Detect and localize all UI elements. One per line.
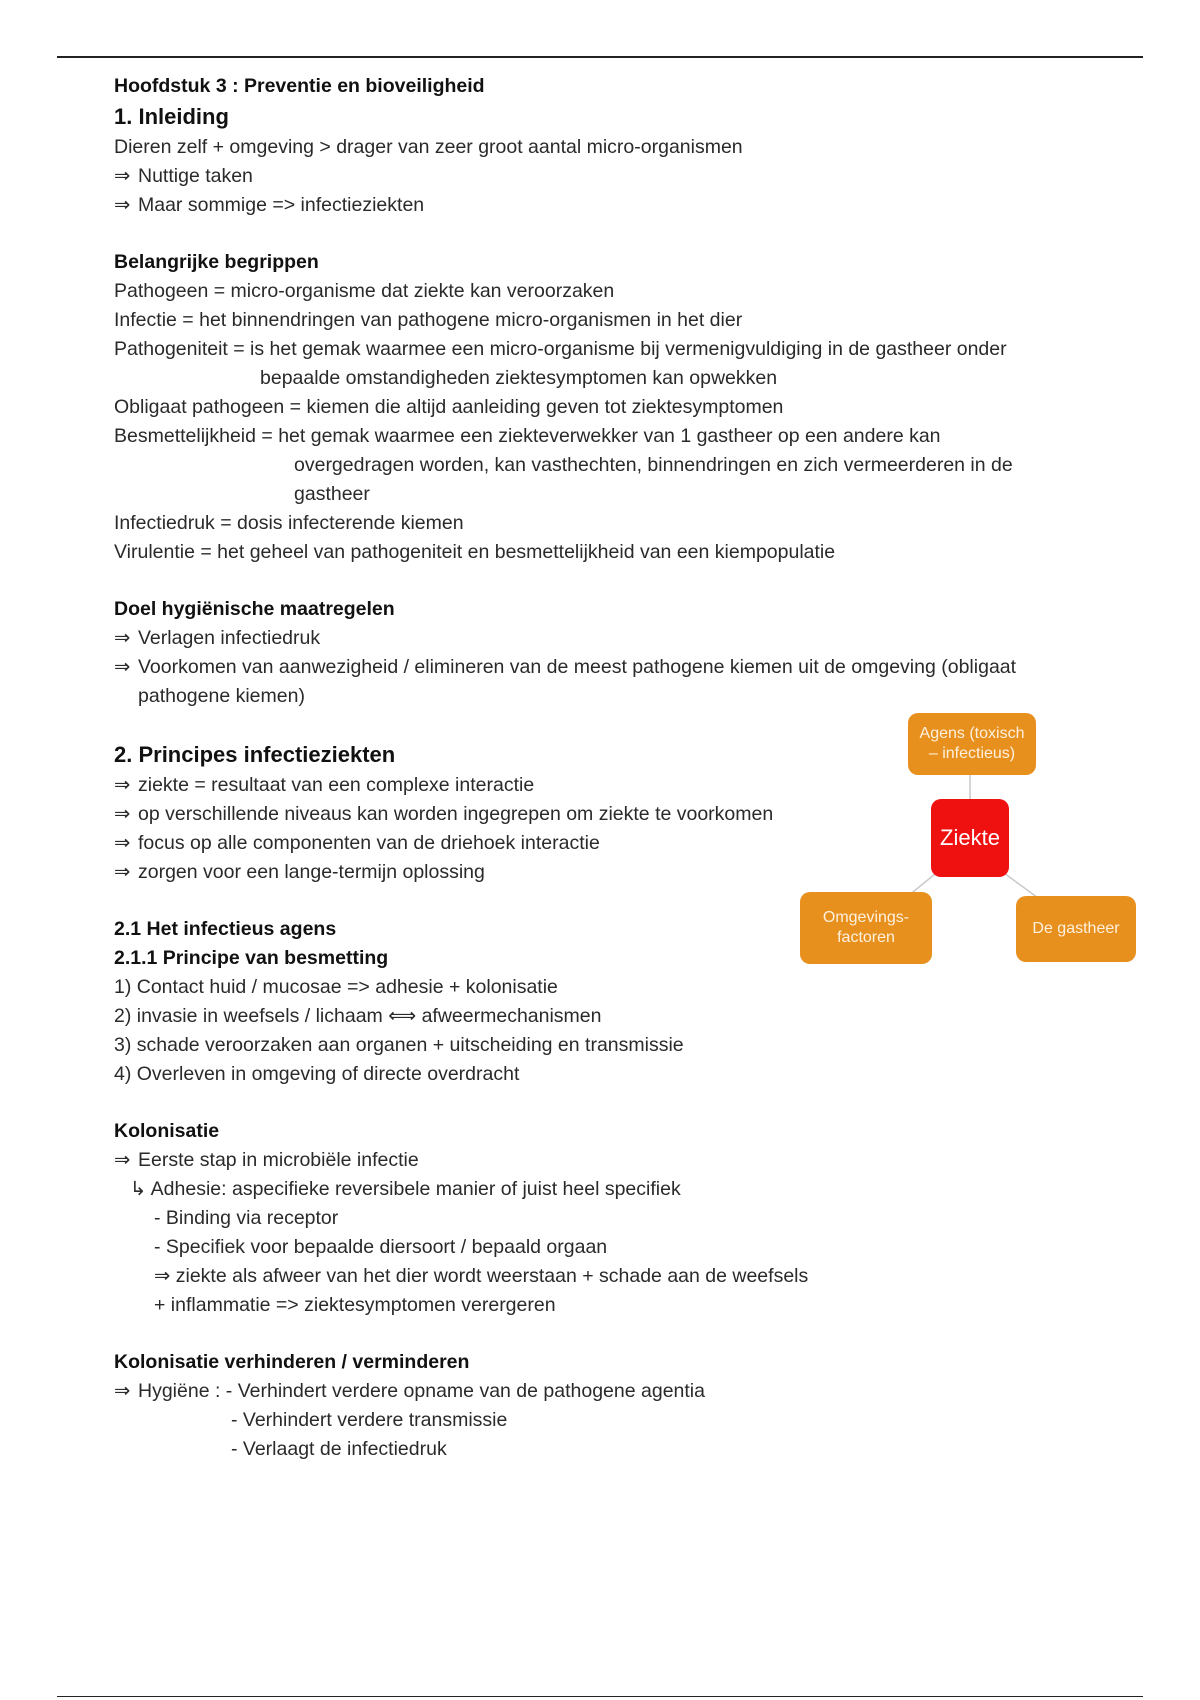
- doel-heading: Doel hygiënische maatregelen: [114, 598, 395, 620]
- adhesie-detail: - Specifiek voor bepaalde diersoort / bepaald orgaan: [154, 1236, 608, 1258]
- kolonisatie-bullet: Eerste stap in microbiële infectie: [138, 1149, 419, 1171]
- node-agens-label: – infectieus): [928, 745, 1016, 762]
- besmetting-step: 4) Overleven in omgeving of directe overdracht: [114, 1063, 520, 1085]
- node-gastheer: De gastheer: [1016, 896, 1136, 962]
- intro-bullet: Nuttige taken: [138, 165, 253, 187]
- principle-bullet: ziekte = resultaat van een complexe interactie: [138, 774, 535, 796]
- disease-triangle-diagram: [790, 700, 1140, 970]
- doel-bullet: Voorkomen van aanwezigheid / elimineren van de meest pathogene kiemen uit de omgeving (obligaat: [138, 656, 1017, 678]
- arrow-icon: ⇒: [114, 832, 131, 854]
- node-omgeving-label: Omgevings-: [822, 909, 910, 926]
- arrow-icon: ⇒: [114, 1149, 131, 1171]
- hygiene-line: Hygiëne : - Verhindert verdere opname van de pathogene agentia: [138, 1380, 705, 1402]
- besmetting-step: 3) schade veroorzaken aan organen + uitscheiding en transmissie: [114, 1034, 684, 1056]
- node-agens-label: Agens (toxisch: [919, 725, 1025, 742]
- footer-rule: [57, 1696, 1143, 1697]
- header-rule: [57, 56, 1143, 58]
- principle-bullet: focus op alle componenten van de driehoek interactie: [138, 832, 600, 854]
- term-pathogeen: Pathogeen = micro-organisme dat ziekte kan veroorzaken: [114, 280, 615, 302]
- node-agens: [908, 713, 1036, 775]
- arrow-icon: ⇒: [114, 194, 131, 216]
- doel-bullet: Verlagen infectiedruk: [138, 627, 321, 649]
- kolonisatie-heading: Kolonisatie: [114, 1120, 220, 1142]
- section-2-1-heading: 2.1 Het infectieus agens: [114, 918, 337, 940]
- arrow-icon: ⇒: [114, 803, 131, 825]
- term-pathogeniteit: Pathogeniteit = is het gemak waarmee een micro-organisme bij vermenigvuldiging in de gastheer onder: [114, 338, 1007, 360]
- verhinderen-heading: Kolonisatie verhinderen / verminderen: [114, 1351, 470, 1373]
- adhesie-line: ↳ Adhesie: aspecifieke reversibele manier of juist heel specifiek: [130, 1178, 681, 1200]
- term-obligaat: Obligaat pathogeen = kiemen die altijd aanleiding geven tot ziektesymptomen: [114, 396, 784, 418]
- arrow-icon: ⇒: [114, 774, 131, 796]
- term-besmettelijkheid-cont: overgedragen worden, kan vasthechten, binnendringen en zich vermeerderen in de: [294, 454, 1013, 476]
- node-ziekte: Ziekte: [931, 799, 1009, 877]
- intro-bullet: Maar sommige => infectieziekten: [138, 194, 425, 216]
- chapter-title: Hoofdstuk 3 : Preventie en bioveiligheid: [114, 75, 485, 97]
- besmetting-step: 1) Contact huid / mucosae => adhesie + kolonisatie: [114, 976, 558, 998]
- adhesie-detail: + inflammatie => ziektesymptomen verergeren: [154, 1294, 556, 1316]
- term-infectiedruk: Infectiedruk = dosis infecterende kiemen: [114, 512, 464, 534]
- hygiene-line: - Verlaagt de infectiedruk: [231, 1438, 447, 1460]
- term-besmettelijkheid: Besmettelijkheid = het gemak waarmee een ziekteverwekker van 1 gastheer op een andere kan: [114, 425, 941, 447]
- term-virulentie: Virulentie = het geheel van pathogeniteit en besmettelijkheid van een kiempopulatie: [114, 541, 836, 563]
- doel-bullet-cont: pathogene kiemen): [138, 685, 305, 707]
- section-2-1-1-heading: 2.1.1 Principe van besmetting: [114, 947, 389, 969]
- term-pathogeniteit-cont: bepaalde omstandigheden ziektesymptomen kan opwekken: [260, 367, 778, 389]
- besmetting-step: 2) invasie in weefsels / lichaam ⟺ afweermechanismen: [114, 1005, 602, 1027]
- term-infectie: Infectie = het binnendringen van pathogene micro-organismen in het dier: [114, 309, 743, 331]
- principle-bullet: zorgen voor een lange-termijn oplossing: [138, 861, 485, 883]
- adhesie-detail: ⇒ ziekte als afweer van het dier wordt weerstaan + schade aan de weefsels: [154, 1265, 809, 1287]
- principle-bullet: op verschillende niveaus kan worden ingegrepen om ziekte te voorkomen: [138, 803, 774, 825]
- section-2-heading: 2. Principes infectieziekten: [114, 742, 396, 767]
- arrow-icon: ⇒: [114, 656, 131, 678]
- adhesie-detail: - Binding via receptor: [154, 1207, 339, 1229]
- section-1-heading: 1. Inleiding: [114, 104, 229, 129]
- arrow-icon: ⇒: [114, 1380, 131, 1402]
- arrow-icon: ⇒: [114, 861, 131, 883]
- arrow-icon: ⇒: [114, 627, 131, 649]
- term-besmettelijkheid-cont: gastheer: [294, 483, 370, 505]
- terms-heading: Belangrijke begrippen: [114, 251, 319, 273]
- hygiene-line: - Verhindert verdere transmissie: [231, 1409, 508, 1431]
- arrow-icon: ⇒: [114, 165, 131, 187]
- node-omgevingsfactoren: [800, 892, 932, 964]
- node-omgeving-label: factoren: [837, 929, 895, 946]
- intro-line: Dieren zelf + omgeving > drager van zeer groot aantal micro-organismen: [114, 136, 743, 158]
